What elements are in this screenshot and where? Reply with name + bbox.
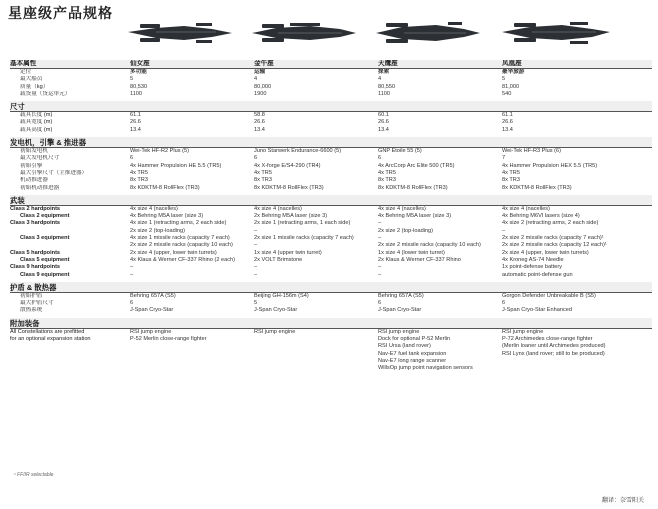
table-cell: 80,000 <box>254 83 272 90</box>
row-label: 机动推进器 <box>20 177 48 184</box>
table-row <box>10 119 652 126</box>
ship-name: 凤凰座 <box>502 60 652 69</box>
table-cell: 6 <box>130 300 134 307</box>
table-cell: 6 <box>502 300 506 307</box>
cell-line: 2x size 1 (retracting arms, 1 each side) <box>254 220 351 227</box>
table-cell: Gorgon Defender Unbreakable B (S5) <box>502 292 596 299</box>
row-label: 最大船员 <box>20 76 43 83</box>
table-cell <box>502 235 652 250</box>
table-cell: 80,550 <box>378 83 396 90</box>
cell-line: Nav-E7 long range scanner <box>378 357 447 364</box>
section-fill <box>502 282 652 293</box>
cell-line: – <box>378 271 382 278</box>
cell-line: 4x size 4 (nacelles) <box>502 205 550 212</box>
cell-line: 2x size 4 (upper, lower twin turrets) <box>130 249 217 256</box>
table-cell: 1100 <box>130 90 143 97</box>
table-cell: 1900 <box>254 90 267 97</box>
row-label: Class 9 equipment <box>20 271 70 278</box>
table-cell <box>378 213 502 220</box>
cell-line: RSI Lynx (land rover; still to be produced) <box>502 350 605 357</box>
table-cell <box>254 257 378 264</box>
table-cell <box>254 235 378 250</box>
table-cell <box>502 272 652 279</box>
cell-line: RSI jump engine <box>502 328 544 335</box>
section-title: 尺寸 <box>10 101 130 112</box>
table-row <box>10 127 652 134</box>
table-cell: 豪华旅游 <box>502 69 525 75</box>
cell-line: 2x Klaus & Werner CF-337 Rhino <box>378 256 461 263</box>
section-fill <box>254 195 378 206</box>
section-header <box>10 60 652 69</box>
table-cell: 8x TR3 <box>130 177 148 184</box>
table-row <box>10 307 652 314</box>
ship-phoenix-icon <box>500 20 612 46</box>
table-cell: 6 <box>130 155 134 162</box>
table-cell <box>254 264 378 271</box>
cell-line: 2x size 2 missile racks (capacity 10 each) <box>378 242 481 249</box>
footnote: ¹ FF/IR selectable <box>14 472 54 478</box>
table-row <box>10 84 652 91</box>
table-cell: 4 <box>254 76 258 83</box>
table-cell: 13.4 <box>502 126 513 133</box>
cell-line: Dock for optional P-52 Merlin <box>378 336 451 343</box>
table-cell: J-Span Cryo-Star <box>378 307 422 314</box>
cell-line: 4x Klaus & Werner CF-337 Rhino (2 each) <box>130 256 235 263</box>
cell-line: 2x size 4 (upper, lower twin turrets) <box>502 249 589 256</box>
table-cell <box>10 328 130 372</box>
section-fill <box>502 318 652 329</box>
table-cell: 540 <box>502 90 512 97</box>
table-cell <box>378 257 502 264</box>
table-cell <box>378 205 502 213</box>
table-cell: 6 <box>378 155 382 162</box>
table-cell: 多功能 <box>130 69 147 75</box>
table-row <box>10 185 652 192</box>
cell-line: 2x Behring M5A laser (size 3) <box>254 213 328 220</box>
section-fill <box>254 137 378 148</box>
table-cell <box>130 213 254 220</box>
section-fill <box>254 282 378 293</box>
table-row <box>10 163 652 170</box>
cell-line: 4x size 2 (retracting arms, 2 each side) <box>502 220 599 227</box>
cell-line: Nav-E7 fuel tank expansion <box>378 350 447 357</box>
cell-line: – <box>502 227 506 234</box>
row-label: 最大引擎尺寸（主推进器） <box>20 169 88 176</box>
row-label: Class 5 equipment <box>20 256 70 263</box>
row-label: Class 3 equipment <box>20 235 70 242</box>
table-cell <box>254 272 378 279</box>
table-cell: Behring 657A (S5) <box>378 292 424 299</box>
table-cell: 58.8 <box>254 112 265 119</box>
translator-credit: 翻译：奈雪阳关 <box>601 498 644 504</box>
table-cell: 80,530 <box>130 83 148 90</box>
cell-line: 4x Behring M5A laser (size 3) <box>130 213 204 220</box>
table-cell <box>130 250 254 257</box>
table-cell: 13.4 <box>254 126 265 133</box>
row-label: 最大护盾尺寸 <box>20 300 54 307</box>
table-cell: 5 <box>502 76 506 83</box>
section-fill <box>502 195 652 206</box>
table-cell <box>502 213 652 220</box>
cell-line: – <box>378 264 382 271</box>
table-row <box>10 170 652 177</box>
cell-line: 4x size 1 missile racks (capacity 7 each) <box>130 235 230 242</box>
section-fill <box>378 318 502 329</box>
section-fill <box>130 282 254 293</box>
table-cell <box>378 235 502 250</box>
table-cell: J-Span Cryo-Star <box>130 307 174 314</box>
table-cell <box>502 205 652 213</box>
table-row <box>10 235 652 250</box>
table-row <box>10 292 652 300</box>
table-cell: 8x KDKTM-8 RollFlex (TR3) <box>502 184 572 191</box>
table-row <box>10 220 652 235</box>
row-label: 质量（kg） <box>20 83 49 90</box>
section-fill <box>378 282 502 293</box>
cell-line: – <box>378 235 382 242</box>
table-cell: 8x TR3 <box>254 177 272 184</box>
cell-line: 4x size 4 (nacelles) <box>378 205 426 212</box>
table-cell: 4 <box>378 76 382 83</box>
spec-table <box>10 60 652 373</box>
table-cell <box>502 257 652 264</box>
table-cell <box>130 272 254 279</box>
table-cell: 8x KDKTM-8 RollFlex (TR3) <box>130 184 200 191</box>
cell-line: – <box>254 242 258 249</box>
table-cell <box>502 328 652 372</box>
cell-line: 1x size 4 (lower twin turret) <box>378 249 445 256</box>
table-row <box>10 250 652 257</box>
cell-line: 1x point-defense battery <box>502 264 563 271</box>
table-cell: 26.6 <box>130 119 141 126</box>
cell-line: P-72 Archimedes close-range fighter <box>502 336 593 343</box>
section-header <box>10 318 652 329</box>
cell-line: – <box>254 227 258 234</box>
table-cell: 13.4 <box>130 126 141 133</box>
cell-line: 4x Behring M5A laser (size 3) <box>378 213 452 220</box>
table-cell: 4x X-forge E/S4-290 (TR4) <box>254 162 321 169</box>
table-cell: 4x TR5 <box>502 169 520 176</box>
section-fill <box>130 137 254 148</box>
table-cell: 60.1 <box>378 112 389 119</box>
table-row <box>10 69 652 77</box>
cell-line: RSI jump engine <box>378 328 420 335</box>
table-cell: Juno Starwerk Endurance-6600 (5) <box>254 148 342 155</box>
cell-line: P-52 Merlin close-range fighter <box>130 336 207 343</box>
section-title: 附加装备 <box>10 318 130 329</box>
section-title: 护盾 & 散热器 <box>10 282 130 293</box>
table-cell <box>254 328 378 372</box>
section-fill <box>502 137 652 148</box>
table-cell <box>130 257 254 264</box>
table-cell: J-Span Cryo-Star <box>254 307 298 314</box>
cell-line: – <box>254 264 258 271</box>
table-cell <box>378 220 502 235</box>
row-label: 定位 <box>20 69 32 75</box>
row-label: 载具宽度 (m) <box>20 119 53 126</box>
row-label: 载具长度 (m) <box>20 112 53 119</box>
table-cell: 4x Hammer Propulsion HEX 5.5 (TR5) <box>502 162 598 169</box>
section-header <box>10 101 652 112</box>
table-cell <box>378 264 502 271</box>
table-cell: GNP Etoile 55 (5) <box>378 148 422 155</box>
table-cell: 13.4 <box>378 126 389 133</box>
section-fill <box>130 101 254 112</box>
table-cell <box>502 264 652 271</box>
row-label: Class 9 hardpoints <box>10 264 61 271</box>
table-cell <box>130 235 254 250</box>
table-cell <box>130 264 254 271</box>
table-cell: 5 <box>130 76 134 83</box>
cell-line: – <box>130 264 134 271</box>
row-label: 初始护盾 <box>20 292 43 299</box>
cell-line: 2x size 2 missile racks (capacity 10 each) <box>130 242 233 249</box>
section-header <box>10 137 652 148</box>
table-cell <box>502 220 652 235</box>
table-cell: 26.6 <box>378 119 389 126</box>
row-label: 载具高度 (m) <box>20 126 53 133</box>
table-cell: 8x TR3 <box>378 177 396 184</box>
table-cell: 探索 <box>378 69 390 75</box>
cell-line: – <box>254 271 258 278</box>
table-row <box>10 155 652 162</box>
table-cell <box>378 250 502 257</box>
section-title: 武装 <box>10 195 130 206</box>
ship-taurus-icon <box>250 20 358 46</box>
ship-name: 仙女座 <box>130 60 254 69</box>
table-cell: 8x KDKTM-8 RollFlex (TR3) <box>378 184 448 191</box>
table-cell: 8x TR3 <box>502 177 520 184</box>
cell-line: 4x Behring M6VI lasers (size 4) <box>502 213 580 220</box>
cell-line: 4x size 4 (nacelles) <box>254 205 302 212</box>
table-cell <box>130 205 254 213</box>
table-cell <box>130 220 254 235</box>
section-fill <box>254 101 378 112</box>
table-row <box>10 112 652 120</box>
row-label: Class 2 equipment <box>20 213 70 220</box>
cell-line: 4x size 1 (retracting arms, 2 each side) <box>130 220 227 227</box>
table-cell: 4x Hammer Propulsion HE 5.5 (TR5) <box>130 162 222 169</box>
row-label: 初始引擎 <box>20 162 43 169</box>
row-label: 初始发电机 <box>20 148 48 155</box>
table-cell <box>254 213 378 220</box>
cell-line: 2x VOLT Brimstone <box>254 256 303 263</box>
cell-line: automatic point-defense gun <box>502 271 573 278</box>
cell-line: 2x size 1 missile racks (capacity 7 each) <box>254 235 354 242</box>
table-cell: 81,000 <box>502 83 520 90</box>
cell-line: RSI jump engine <box>130 328 172 335</box>
table-row <box>10 257 652 264</box>
table-cell: 6 <box>254 155 258 162</box>
table-cell: 61.1 <box>502 112 513 119</box>
table-row <box>10 213 652 220</box>
cell-line: 2x size 2 (top-loading) <box>378 227 434 234</box>
table-cell: 6 <box>378 300 382 307</box>
ship-aquila-icon <box>374 20 482 46</box>
cell-line: 4x size 4 (nacelles) <box>130 205 178 212</box>
cell-line: 2x size 2 missile racks (capacity 7 each)¹ <box>502 235 604 242</box>
table-row <box>10 148 652 156</box>
section-fill <box>378 195 502 206</box>
cell-line: WillsOp jump point navigation sensors <box>378 365 473 372</box>
table-cell: 4x TR5 <box>378 169 396 176</box>
table-row <box>10 300 652 307</box>
table-row <box>10 76 652 83</box>
table-row <box>10 264 652 271</box>
cell-line: RSI Ursa (land rover) <box>378 343 431 350</box>
table-cell: 26.6 <box>502 119 513 126</box>
table-cell: Behring 657A (S5) <box>130 292 176 299</box>
section-fill <box>254 318 378 329</box>
ship-andromeda-icon <box>126 20 234 46</box>
table-cell <box>130 328 254 372</box>
section-fill <box>378 101 502 112</box>
table-cell: 7 <box>502 155 506 162</box>
table-row <box>10 328 652 372</box>
table-row <box>10 272 652 279</box>
section-fill <box>130 318 254 329</box>
cell-line: – <box>130 271 134 278</box>
ship-name: 金牛座 <box>254 60 378 69</box>
table-cell: 1100 <box>378 90 391 97</box>
table-cell: Wei-Tek HF-R2 Plus (5) <box>130 148 189 155</box>
cell-line: 1x size 4 (upper twin turret) <box>254 249 322 256</box>
table-row <box>10 205 652 213</box>
section-header <box>10 195 652 206</box>
row-label: 载货量（货运单元） <box>20 90 71 97</box>
cell-line: – <box>378 220 382 227</box>
table-cell: 4x TR5 <box>254 169 272 176</box>
section-header <box>10 282 652 293</box>
row-label: 初始机动推进器 <box>20 184 60 191</box>
table-cell: J-Span Cryo-Star Enhanced <box>502 307 572 314</box>
table-cell: 61.1 <box>130 112 141 119</box>
table-cell: 4x TR5 <box>130 169 148 176</box>
table-cell <box>254 205 378 213</box>
table-row <box>10 177 652 184</box>
row-label: 最大发电机尺寸 <box>20 155 60 162</box>
table-cell: Wei-Tek HF-R3 Plus (6) <box>502 148 561 155</box>
cell-line: (Merlin loaner until Archimedes produced) <box>502 343 606 350</box>
table-cell: 4x ArcCorp Arc Elite 500 (TR5) <box>378 162 455 169</box>
section-fill <box>378 137 502 148</box>
table-cell: 运输 <box>254 69 266 75</box>
section-title: 基本属性 <box>10 60 130 69</box>
row-label: Class 2 hardpoints <box>10 205 61 212</box>
table-cell <box>502 250 652 257</box>
section-title: 发电机，引擎 & 推进器 <box>10 137 130 148</box>
table-cell <box>254 250 378 257</box>
row-label: 散热系统 <box>20 307 43 314</box>
table-cell <box>254 220 378 235</box>
section-fill <box>502 101 652 112</box>
cell-line: All Constellations are prefitted <box>10 328 85 335</box>
table-row <box>10 91 652 98</box>
cell-line: RSI jump engine <box>254 328 296 335</box>
cell-line: 2x size 2 missile racks (capacity 12 each)¹ <box>502 242 607 249</box>
table-cell: 5 <box>254 300 258 307</box>
ship-name: 天鹰座 <box>378 60 502 69</box>
table-cell <box>378 272 502 279</box>
table-cell: 8x KDKTM-8 RollFlex (TR3) <box>254 184 324 191</box>
row-label: Class 3 hardpoints <box>10 220 61 227</box>
cell-line: 4x Kroneg AS-74 Needle <box>502 256 564 263</box>
page-title: 星座级产品规格 <box>8 6 113 22</box>
row-label: Class 5 hardpoints <box>10 249 61 256</box>
section-fill <box>130 195 254 206</box>
table-cell: Beijing GH-156m (S4) <box>254 292 309 299</box>
table-cell: 26.6 <box>254 119 265 126</box>
cell-line: 2x size 2 (top-loading) <box>130 227 186 234</box>
table-cell <box>378 328 502 372</box>
cell-line: for an optional expansion station <box>10 336 91 343</box>
